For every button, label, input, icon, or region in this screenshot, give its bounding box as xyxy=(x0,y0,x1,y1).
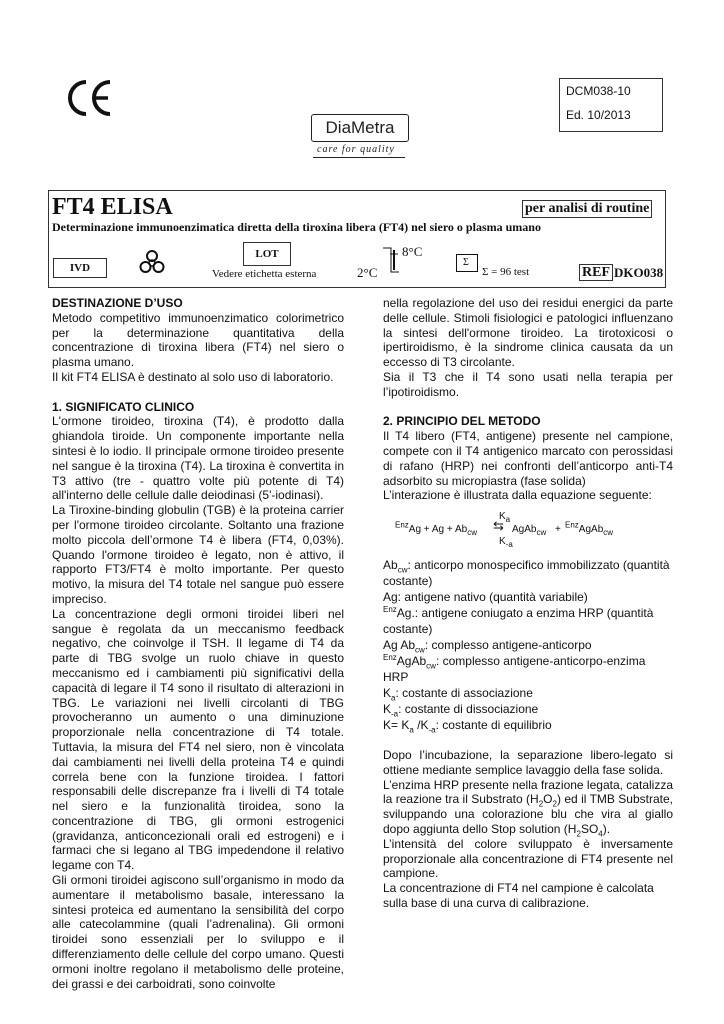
ivd-symbol: IVD xyxy=(53,258,107,278)
brand-logo xyxy=(303,100,421,178)
definition-enzagab: $^{Enz}$AgAb$_{cw}$: complesso antigene-anticorpo-enzima HRP xyxy=(383,653,646,685)
temp-low: 2°C xyxy=(357,265,378,280)
paragraph: La concentrazione di FT4 nel campione è calcolata sulla base di una curva di calibrazione. xyxy=(383,881,654,910)
eq-mid: AgAb$_{cw}$ xyxy=(512,524,547,538)
section-heading-destinazione: DESTINAZIONE D’USO xyxy=(52,296,183,310)
section-heading-principio: 2. PRINCIPIO DEL METODO xyxy=(383,414,541,429)
paragraph: nella regolazione del uso dei residui energici da parte delle cellule. Stimoli fisiologici e patologici influenzano la sintesi dell'ormone tiroideo. La tirotoxicosi o ipertiroidismo, è la sindrome clinica causata da un eccesso di T3 circolante. xyxy=(383,296,673,370)
temp-high: 8°C xyxy=(402,244,423,259)
paragraph: Metodo competitivo immunoenzimatico colorimetrico per la determinazione quantitativa della concentrazione di tiroxina libera (FT4) nel siero o plasma umano. xyxy=(52,310,344,370)
test-count: Σ = 96 test xyxy=(482,266,530,278)
biohazard-icon xyxy=(134,250,170,276)
eq-ka: $K_a$ xyxy=(499,511,511,525)
ref-code: DKO038 xyxy=(614,265,664,280)
paragraph: Il T4 libero (FT4, antigene) presente nel campione, compete con il T4 antigenico marcato con perossidasi di rafano (HRP) nei confronti dell’anticorpo anti-T4 adsorbito su micropiastra (fase solida) xyxy=(383,429,673,488)
logo-rule xyxy=(313,157,405,158)
definition-abcw: $Ab_{cw}$: anticorpo monospecifico immobilizzato (quantità costante) xyxy=(383,558,670,589)
paragraph: La Tiroxine-binding globulin (TGB) è la proteina carrier per l'ormone tiroideo circolante. Soltanto una frazione molto piccola dell’ormone T4 è libera (FT4, 0,03%). Quando l'ormone tiroideo è legato, non è attivo, il rapporto FT3/FT4 è molto importante. Per questo motivo, la misura del T4 totale nel sangue può essere impreciso. xyxy=(52,503,344,606)
lot-symbol: LOT xyxy=(243,242,291,266)
routine-label: per analisi di routine xyxy=(522,200,652,218)
paragraph: Dopo l’incubazione, la separazione libero-legato si ottiene mediante semplice lavaggio della fase solida. xyxy=(383,747,673,777)
left-column xyxy=(52,296,344,991)
right-column xyxy=(383,296,673,911)
brand-name: DiaMetra xyxy=(325,118,395,137)
eq-left: $^{Enz}Ag + Ag + Ab_{cw}$ xyxy=(395,520,477,538)
equilibrium-arrow-icon: ⇆ xyxy=(493,518,504,534)
lot-note: Vedere etichetta esterna xyxy=(212,268,317,280)
definition-enzag: $^{Enz}$Ag.: antigene coniugato a enzima HRP (quantità costante) xyxy=(383,605,654,637)
ce-mark-icon xyxy=(66,78,114,118)
ref-label: REF xyxy=(579,264,613,281)
eq-plus: + xyxy=(555,524,561,536)
doc-code: DCM038-10 xyxy=(566,84,631,98)
eq-right: $^{Enz}$AgAb$_{cw}$ xyxy=(565,520,614,538)
paragraph: Sia il T3 che il T4 sono usati nella terapia per l’ipotiroidismo. xyxy=(383,369,673,399)
svg-text:Σ: Σ xyxy=(463,257,469,268)
doc-edition: Ed. 10/2013 xyxy=(566,108,631,122)
page-subtitle: Determinazione immunoenzimatica diretta della tiroxina libera (FT4) nel siero o plasma umano xyxy=(52,220,541,234)
eq-kminus: $K_{-a}$ xyxy=(499,536,513,550)
section-heading-significato: 1. SIGNIFICATO CLINICO xyxy=(52,399,195,414)
definition-agab: Ag $Ab_{cw}$: complesso antigene-anticorpo xyxy=(383,638,592,655)
brand-tagline: care for quality xyxy=(317,144,395,155)
definition-ka: $K_a$: costante di associazione xyxy=(383,686,533,703)
paragraph: L’interazione è illustrata dalla equazione seguente: xyxy=(383,488,652,503)
paragraph: L'ormone tiroideo, tiroxina (T4), è prodotto dalla ghiandola tiroide. Un componente importante nella sintesi è lo iodio. Il principale ormone tiroideo presente nel sangue è la tiroxina (T4). La tiroxina è convertita in T3 attivo (tre - quattro volte più potente di T4) all'interno delle cellule dalle deiodinasi (5'-iodinasi). xyxy=(52,414,344,503)
paragraph: L’enzima HRP presente nella frazione legata, catalizza la reazione tra il Substrato $(H_2O_2)$ ed il TMB Substrate, sviluppando una colorazione blu che vira al giallo dopo aggiunta dello Stop solution $(H_2SO_4)$. xyxy=(383,777,674,839)
definition-kminus: $K_{-a}$: costante di dissociazione xyxy=(383,702,539,719)
paragraph: Il kit FT4 ELISA è destinato al solo uso di laboratorio. xyxy=(52,369,334,384)
reaction-equation xyxy=(383,503,673,549)
sigma-box-icon xyxy=(456,254,478,272)
paragraph: La concentrazione degli ormoni tiroidei liberi nel sangue è regolata da un meccanismo feedback negativo, che coinvolge il TSH. Il legame di T4 da parte di TBG svolge un ruolo chiave in questo meccanismo ed i cambiamenti più significativi della capacità di legare il T4 sono il risultato di alterazioni in TBG. Le variazioni nei livelli circolanti di TBG provocheranno un aumento o una diminuzione proporzionale nella concentrazione di T4 totale. Tuttavia, la misura del FT4 nel siero, non è vincolata dai cambiamenti nei livelli della proteina T4 e quindi correla bene con la funzione tiroidea. I fattori responsabili delle discrepanze fra i livelli di T4 totale nel siero e la funzionalità tiroidea, sono la concentrazione di TBG, gli ormoni estrogenici (gravidanza, anticoncezionali orali ed estrogeni) e i farmaci che si legano al TBG impedendone il relativo legame con T4. xyxy=(52,606,344,873)
document-code-box xyxy=(559,78,663,132)
definition-k: $K= K_a$ $/K_{-a}$: costante di equilibrio xyxy=(383,718,552,735)
paragraph: L’intensità del colore sviluppato è inversamente proporzionale alla concentrazione di FT4 presente nel campione. xyxy=(383,836,673,881)
page-title: FT4 ELISA xyxy=(52,194,173,220)
paragraph: Gli ormoni tiroidei agiscono sull’organismo in modo da aumentare il metabolismo basale, interessano la sintesi proteica ed aumentano la sensibilità del corpo alle catecolammine (quali l’adrenalina). Gli ormoni tiroidei sono essenziali per lo sviluppo e il differenziamento delle cellule del corpo umano. Questi ormoni inoltre regolano il metabolismo delle proteine, dei grassi e dei carboidrati, sono coinvolte xyxy=(52,873,344,991)
definition-ag: Ag: antigene nativo (quantità variabile) xyxy=(383,590,588,605)
